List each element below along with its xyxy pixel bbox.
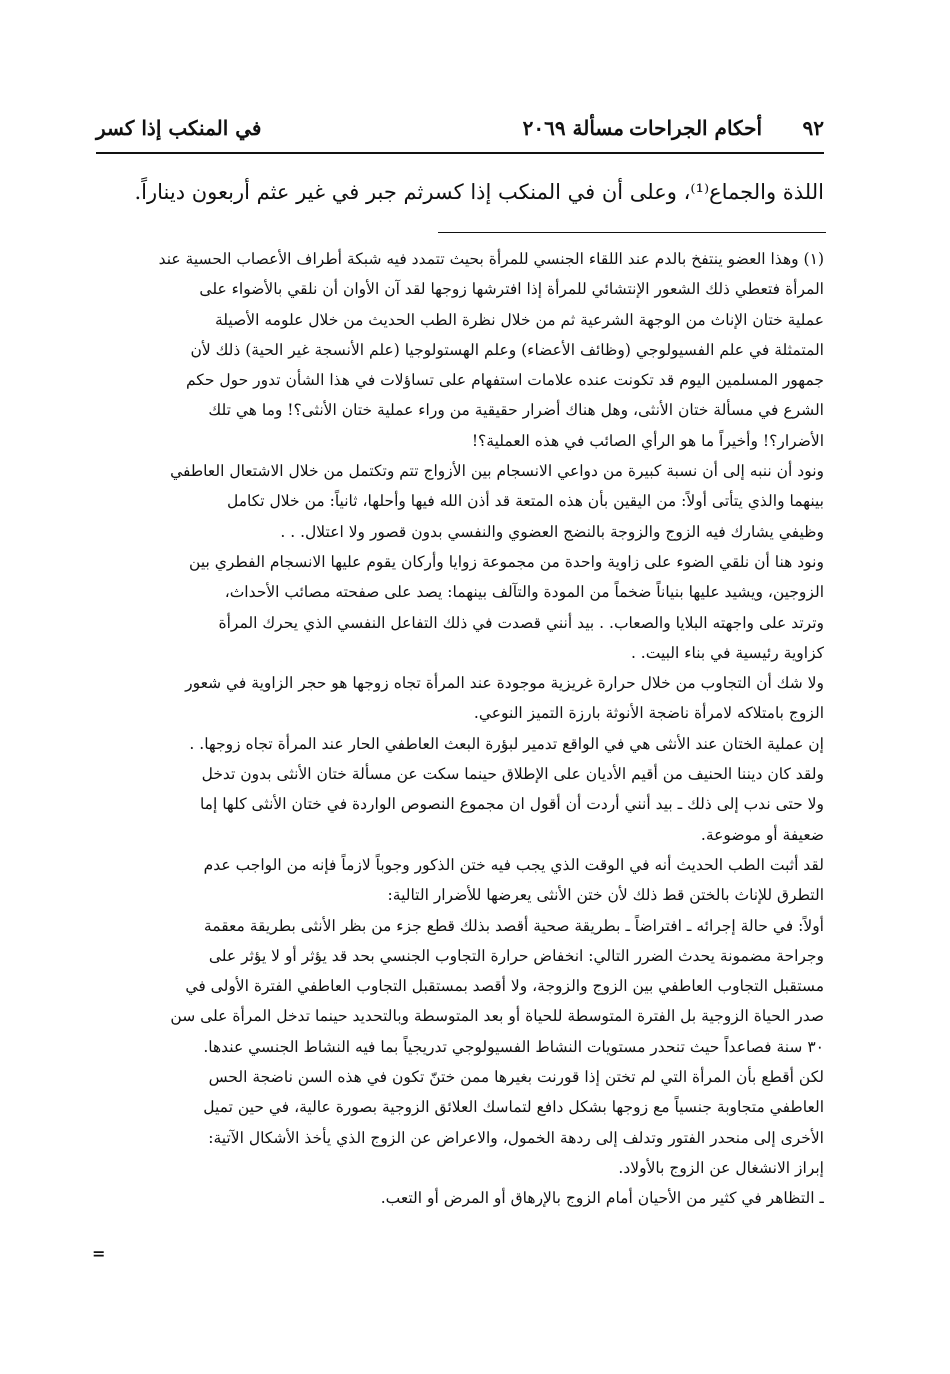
- footnote-line: ولقد كان ديننا الحنيف من أقيم الأديان على الإطلاق حينما سكت عن مسألة ختان الأنثى بدون تدخل: [201, 765, 824, 784]
- footnote-line: الزوج بامتلاكه لامرأة ناضجة الأنوثة بارزة التميز النوعي.: [473, 704, 824, 723]
- footnote-line: إن عملية الختان عند الأنثى هي في الواقع تدمير لبؤرة البعث العاطفي الحار عند المرأة تجاه زوجها. .: [189, 734, 824, 753]
- footnote-line: ونود هنا أن نلقي الضوء على زاوية واحدة من مجموعة زوايا وأركان يقوم عليها الانسجام الفطري بين: [189, 552, 824, 571]
- footnote-line: ولا حتى ندب إلى ذلك ـ بيد أنني أردت أن أقول ان مجموع النصوص الواردة في ختان الأنثى كلها إما: [199, 795, 824, 814]
- header-rule: [96, 152, 824, 154]
- footnote-line: (١) وهذا العضو ينتفخ بالدم عند اللقاء الجنسي للمرأة بحيث تتمدد فيه شبكة أطراف الأعصاب الحسية عند: [158, 250, 824, 268]
- footnote-line: ـ التظاهر في كثير من الأحيان أمام الزوج بالإرهاق أو المرض أو التعب.: [380, 1189, 824, 1208]
- footnotes: [100, 244, 824, 1214]
- footnote-line: كزاوية رئيسية في بناء البيت. .: [630, 643, 824, 662]
- footnote-line: التطرق للإناث بالختن قط ذلك لأن ختن الأنثى يعرضها للأضرار التالية:: [387, 886, 824, 905]
- footnote-line: ٣٠ سنة فصاعداً حيث تنحدر مستويات النشاط الفسيولوجي تدريجياً بما فيه النشاط الجنسي عندها.: [203, 1037, 824, 1056]
- footnote-line: الأضرار؟! وأخيراً ما هو الرأي الصائب في هذه العملية؟!: [471, 431, 824, 450]
- footnote-line: وترتد على واجهته البلايا والصعاب. . بيد أنني قصدت في ذلك التفاعل النفسي الذي يحرك المرأة: [218, 613, 824, 632]
- footnote-separator: [438, 232, 826, 233]
- main-text: اللذة والجماع⁽¹⁾، وعلى أن في المنكب إذا كسرثم جبر في غير عثم أربعون ديناراً.: [134, 180, 824, 204]
- footnote-line: الشرع في مسألة ختان الأنثى، وهل هناك أضرار حقيقية من وراء عملية ختان الأنثى؟! وما هي تلك: [208, 401, 824, 420]
- footnote-line: عملية ختان الإناث من الوجهة الشرعية ثم من خلال نظرة الطب الحديث من خلال علومه الأصيلة: [214, 310, 824, 329]
- section-topic: في المنكب إذا كسر: [96, 116, 262, 140]
- footnote-line: ونود أن ننبه إلى أن نسبة كبيرة من دواعي الانسجام بين الأزواج تتم وتكتمل من خلال الاشتعال العاطفي: [170, 462, 824, 481]
- issue-number: مسألة ٢٠٦٩: [522, 116, 624, 140]
- footnote-line: أولاً: في حالة إجرائه ـ افتراضاً ـ بطريقة صحية أقصد بذلك قطع جزء من بظر الأنثى بطريقة معقمة: [203, 916, 824, 935]
- running-header: [96, 114, 824, 148]
- footnote-line: الزوجين، ويشيد عليها بنياناً ضخماً من المودة والتآلف بينهما: يصد على صفحته مصائب الأحداث،: [224, 583, 824, 602]
- footnote-line: وجراحة مضمونة يحدث الضرر التالي: انخفاض حرارة التجاوب الجنسي بحد قد يؤثر أو لا يؤثر على: [208, 946, 824, 965]
- footnote-line: ضعيفة أو موضوعة.: [700, 825, 824, 844]
- footnote-line: لكن أقطع بأن المرأة التي لم تختن إذا قورنت بغيرها ممن ختنّ تكون في هذه السن ناضجة الحس: [208, 1068, 824, 1087]
- footnote-line: مستقبل التجاوب العاطفي بين الزوج والزوجة، ولا أقصد بمستقبل التجاوب العاطفي الفترة الأولى في: [185, 977, 824, 996]
- continuation-mark: =: [92, 1244, 106, 1263]
- footnote-line: بينهما والذي يتأتى أولاً: من اليقين بأن هذه المتعة قد أذن الله فيها وأحلها، ثانياً: من خلال تكامل: [226, 492, 824, 511]
- footnote-line: المرأة فتعطي ذلك الشعور الإنتشائي للمرأة إذا افترشها زوجها لقد آن الأوان أن نلقي بالأضواء على: [199, 280, 824, 299]
- footnote-line: المتمثلة في علم الفسيولوجي (وظائف الأعضاء) وعلم الهستولوجيا (علم الأنسجة غير الحية) ذلك لأن: [190, 340, 824, 359]
- footnote-line: إبراز الانشغال عن الزوج بالأولاد.: [618, 1158, 824, 1177]
- footnote-line: الأخرى إلى منحدر الفتور وتدلف إلى ردهة الخمول، والاعراض عن الزوج الذي يأخذ الأشكال الآتية:: [208, 1128, 824, 1147]
- footnote-line: جمهور المسلمين اليوم قد تكونت عنده علامات استفهام على تساؤلات في هذا الشأن تدور حول حكم: [185, 371, 824, 390]
- footnote-line: وظيفي يشارك فيه الزوج والزوجة بالنضج العضوي والنفسي بدون قصور ولا اعتلال. . .: [280, 522, 824, 541]
- book-title: أحكام الجراحات: [629, 116, 762, 140]
- page-number: ٩٢: [802, 116, 824, 140]
- footnote-line: العاطفي متجاوبة جنسياً مع زوجها بشكل دافع لتماسك العلائق الزوجية بصورة عالية، في حين تميل: [203, 1098, 824, 1117]
- footnote-line: صدر الحياة الزوجية بل الفترة المتوسطة للحياة أو بعد المتوسطة وبالتحديد حينما تدخل المرأة على سن: [170, 1007, 824, 1026]
- footnote-line: ولا شك أن التجاوب من خلال حرارة غريزية موجودة عند المرأة تجاه زوجها هو حجر الزاوية في شعور: [185, 674, 824, 693]
- footnote-line: لقد أثبت الطب الحديث أنه في الوقت الذي يجب فيه ختن الذكور وجوباً لازماً فإنه من الواجب عدم: [203, 855, 824, 874]
